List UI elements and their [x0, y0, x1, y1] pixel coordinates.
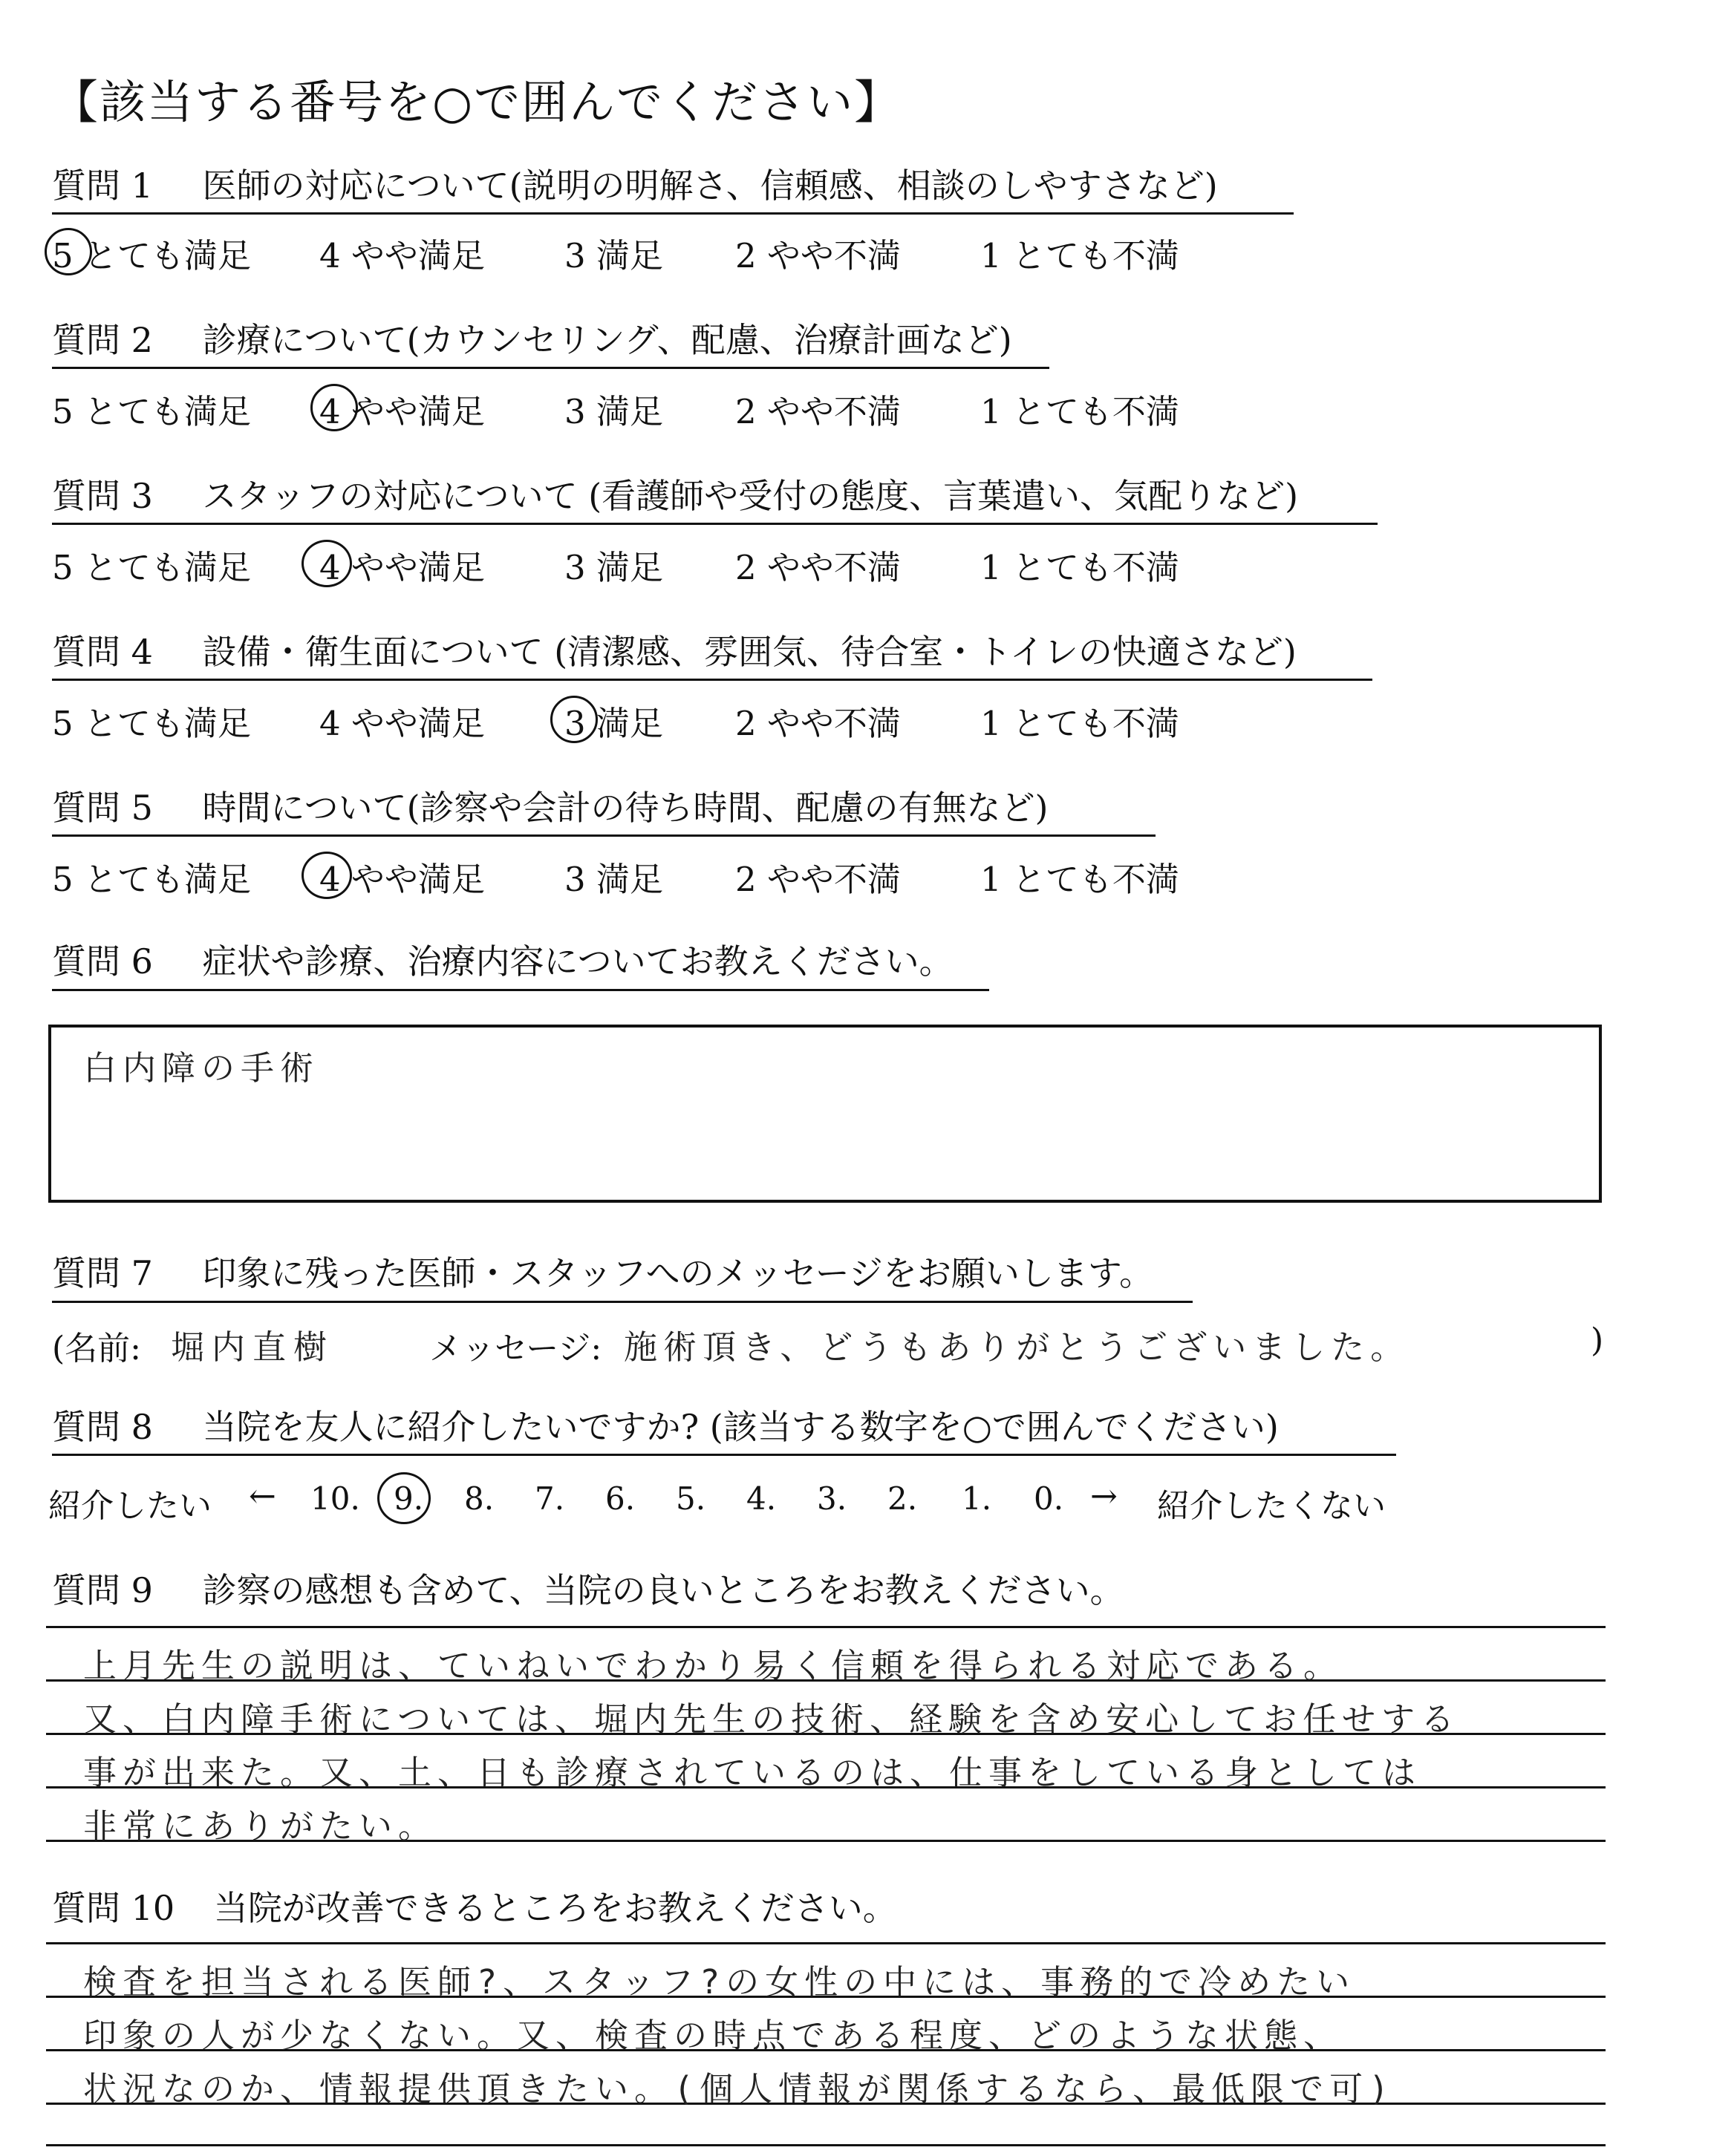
question-9-title: [52, 1572, 1124, 1610]
recommend-score-8[interactable]: 8.: [464, 1480, 495, 1517]
question-6-label: 質問 6: [52, 941, 153, 981]
q2-option-2[interactable]: 2 やや不満: [735, 392, 901, 431]
question-1-label: 質問 1: [52, 166, 153, 206]
q2-option-5[interactable]: 5 とても満足: [52, 392, 251, 431]
q4-selected-circle: [550, 696, 598, 743]
question-7-name-value[interactable]: 堀内直樹: [171, 1327, 335, 1367]
q2-option-3[interactable]: 3 満足: [564, 392, 663, 431]
q5-option-2[interactable]: 2 やや不満: [735, 860, 901, 899]
q1-option-5[interactable]: 5 とても満足: [52, 236, 251, 275]
question-4-underline: [52, 679, 1372, 681]
recommend-score-4[interactable]: 4.: [746, 1480, 777, 1517]
q3-option-4[interactable]: 4 やや満足: [319, 548, 485, 587]
question-10-answer-line-1: 検査を担当される医師?、スタッフ?の女性の中には、事務的で冷めたい: [83, 1962, 1356, 2002]
question-6-title: [52, 943, 954, 981]
question-9-text: 診察の感想も含めて、当院の良いところをお教えください。: [202, 1570, 1124, 1610]
q4-option-3[interactable]: 3 満足: [564, 704, 663, 743]
question-9-answer-line-2: 又、白内障手術については、堀内先生の技術、経験を含め安心してお任せする: [83, 1699, 1461, 1739]
question-7-title: [52, 1255, 1153, 1293]
q4-option-2[interactable]: 2 やや不満: [735, 704, 901, 743]
q1-selected-circle: [45, 228, 92, 275]
question-4-title: [52, 633, 1297, 671]
question-1-title: [52, 167, 1218, 205]
question-10-title: [52, 1889, 897, 1927]
question-5-underline: [52, 834, 1156, 837]
q3-option-2[interactable]: 2 やや不満: [735, 548, 901, 587]
question-5-title: [52, 789, 1049, 827]
q5-option-5[interactable]: 5 とても満足: [52, 860, 251, 899]
question-10-text: 当院が改善できるところをお教えください。: [213, 1888, 897, 1928]
left-arrow-icon: ←: [249, 1477, 276, 1515]
question-2-underline: [52, 367, 1049, 369]
q3-option-3[interactable]: 3 満足: [564, 548, 663, 587]
question-6-underline: [52, 989, 989, 991]
q5-option-4[interactable]: 4 やや満足: [319, 860, 485, 899]
question-6-answer: 白内障の手術: [83, 1048, 320, 1088]
question-8-text: 当院を友人に紹介したいですか? (該当する数字を○で囲んでください): [202, 1407, 1279, 1447]
question-9-rule-1: [46, 1626, 1606, 1628]
question-9-answer-line-4: 非常にありがたい。: [83, 1806, 438, 1846]
question-2-label: 質問 2: [52, 320, 153, 360]
q5-option-3[interactable]: 3 満足: [564, 860, 663, 899]
question-4-label: 質問 4: [52, 632, 153, 672]
recommend-score-0[interactable]: 0.: [1034, 1480, 1064, 1517]
question-9-answer-line-3: 事が出来た。又、土、日も診療されているのは、仕事をしている身としては: [83, 1753, 1422, 1792]
question-7-name-label: (名前:: [52, 1330, 141, 1368]
right-arrow-icon: →: [1090, 1477, 1118, 1515]
q8-selected-circle: [377, 1472, 431, 1524]
question-9-answer-line-1: 上月先生の説明は、ていねいでわかり易く信頼を得られる対応である。: [83, 1646, 1343, 1685]
question-7-message-value[interactable]: 施術頂き、どうもありがとうございました。: [624, 1327, 1410, 1367]
recommend-score-3[interactable]: 3.: [817, 1480, 847, 1517]
question-7-close-paren: ): [1591, 1322, 1604, 1359]
q3-selected-circle: [302, 540, 352, 587]
question-5-text: 時間について(診察や会計の待ち時間、配慮の有無など): [202, 788, 1049, 828]
recommend-score-10[interactable]: 10.: [310, 1480, 360, 1517]
question-2-title: [52, 321, 1012, 359]
question-8-label: 質問 8: [52, 1407, 153, 1447]
q3-option-1[interactable]: 1 とても不満: [980, 548, 1179, 587]
question-10-rule-5: [46, 2144, 1606, 2146]
question-7-underline: [52, 1301, 1193, 1303]
q4-option-5[interactable]: 5 とても満足: [52, 704, 251, 743]
recommend-right-label: 紹介したくない: [1157, 1487, 1386, 1525]
page-title: 【該当する番号を○で囲んでください】: [52, 75, 902, 129]
question-9-label: 質問 9: [52, 1570, 153, 1610]
q2-option-1[interactable]: 1 とても不満: [980, 392, 1179, 431]
recommend-score-9[interactable]: 9.: [394, 1480, 424, 1517]
question-10-rule-1: [46, 1942, 1606, 1944]
question-1-underline: [52, 212, 1294, 215]
recommend-score-6[interactable]: 6.: [605, 1480, 636, 1517]
q1-option-4[interactable]: 4 やや満足: [319, 236, 485, 275]
recommend-left-label: 紹介したい: [48, 1487, 212, 1525]
q1-option-3[interactable]: 3 満足: [564, 236, 663, 275]
question-3-underline: [52, 523, 1378, 525]
question-8-title: [52, 1408, 1279, 1446]
question-10-answer-line-3: 状況なのか、情報提供頂きたい。(個人情報が関係するなら、最低限で可): [83, 2069, 1395, 2108]
question-8-underline: [52, 1454, 1396, 1456]
question-1-text: 医師の対応について(説明の明解さ、信頼感、相談のしやすさなど): [202, 166, 1218, 206]
recommend-score-1[interactable]: 1.: [962, 1480, 992, 1517]
recommend-score-5[interactable]: 5.: [676, 1480, 706, 1517]
q4-option-1[interactable]: 1 とても不満: [980, 704, 1179, 743]
q1-option-2[interactable]: 2 やや不満: [735, 236, 901, 275]
question-6-text: 症状や診療、治療内容についてお教えください。: [202, 941, 954, 981]
question-7-label: 質問 7: [52, 1253, 153, 1293]
question-10-answer-line-2: 印象の人が少なくない。又、検査の時点である程度、どのような状態、: [83, 2016, 1343, 2055]
q4-option-4[interactable]: 4 やや満足: [319, 704, 485, 743]
q5-selected-circle: [302, 852, 352, 899]
recommend-score-2[interactable]: 2.: [887, 1480, 918, 1517]
question-7-message-label: メッセージ:: [429, 1330, 602, 1368]
question-7-text: 印象に残った医師・スタッフへのメッセージをお願いします。: [202, 1253, 1154, 1293]
question-3-text: スタッフの対応について (看護師や受付の態度、言葉遣い、気配りなど): [202, 476, 1299, 516]
q2-option-4[interactable]: 4 やや満足: [319, 392, 485, 431]
q5-option-1[interactable]: 1 とても不満: [980, 860, 1179, 899]
question-2-text: 診療について(カウンセリング、配慮、治療計画など): [202, 320, 1012, 360]
q2-selected-circle: [310, 384, 358, 431]
question-5-label: 質問 5: [52, 788, 153, 828]
q1-option-1[interactable]: 1 とても不満: [980, 236, 1179, 275]
recommend-score-7[interactable]: 7.: [535, 1480, 565, 1517]
q3-option-5[interactable]: 5 とても満足: [52, 548, 251, 587]
question-3-label: 質問 3: [52, 476, 153, 516]
question-3-title: [52, 477, 1298, 515]
question-4-text: 設備・衛生面について (清潔感、雰囲気、待合室・トイレの快適さなど): [202, 632, 1297, 672]
question-10-label: 質問 10: [52, 1888, 175, 1928]
